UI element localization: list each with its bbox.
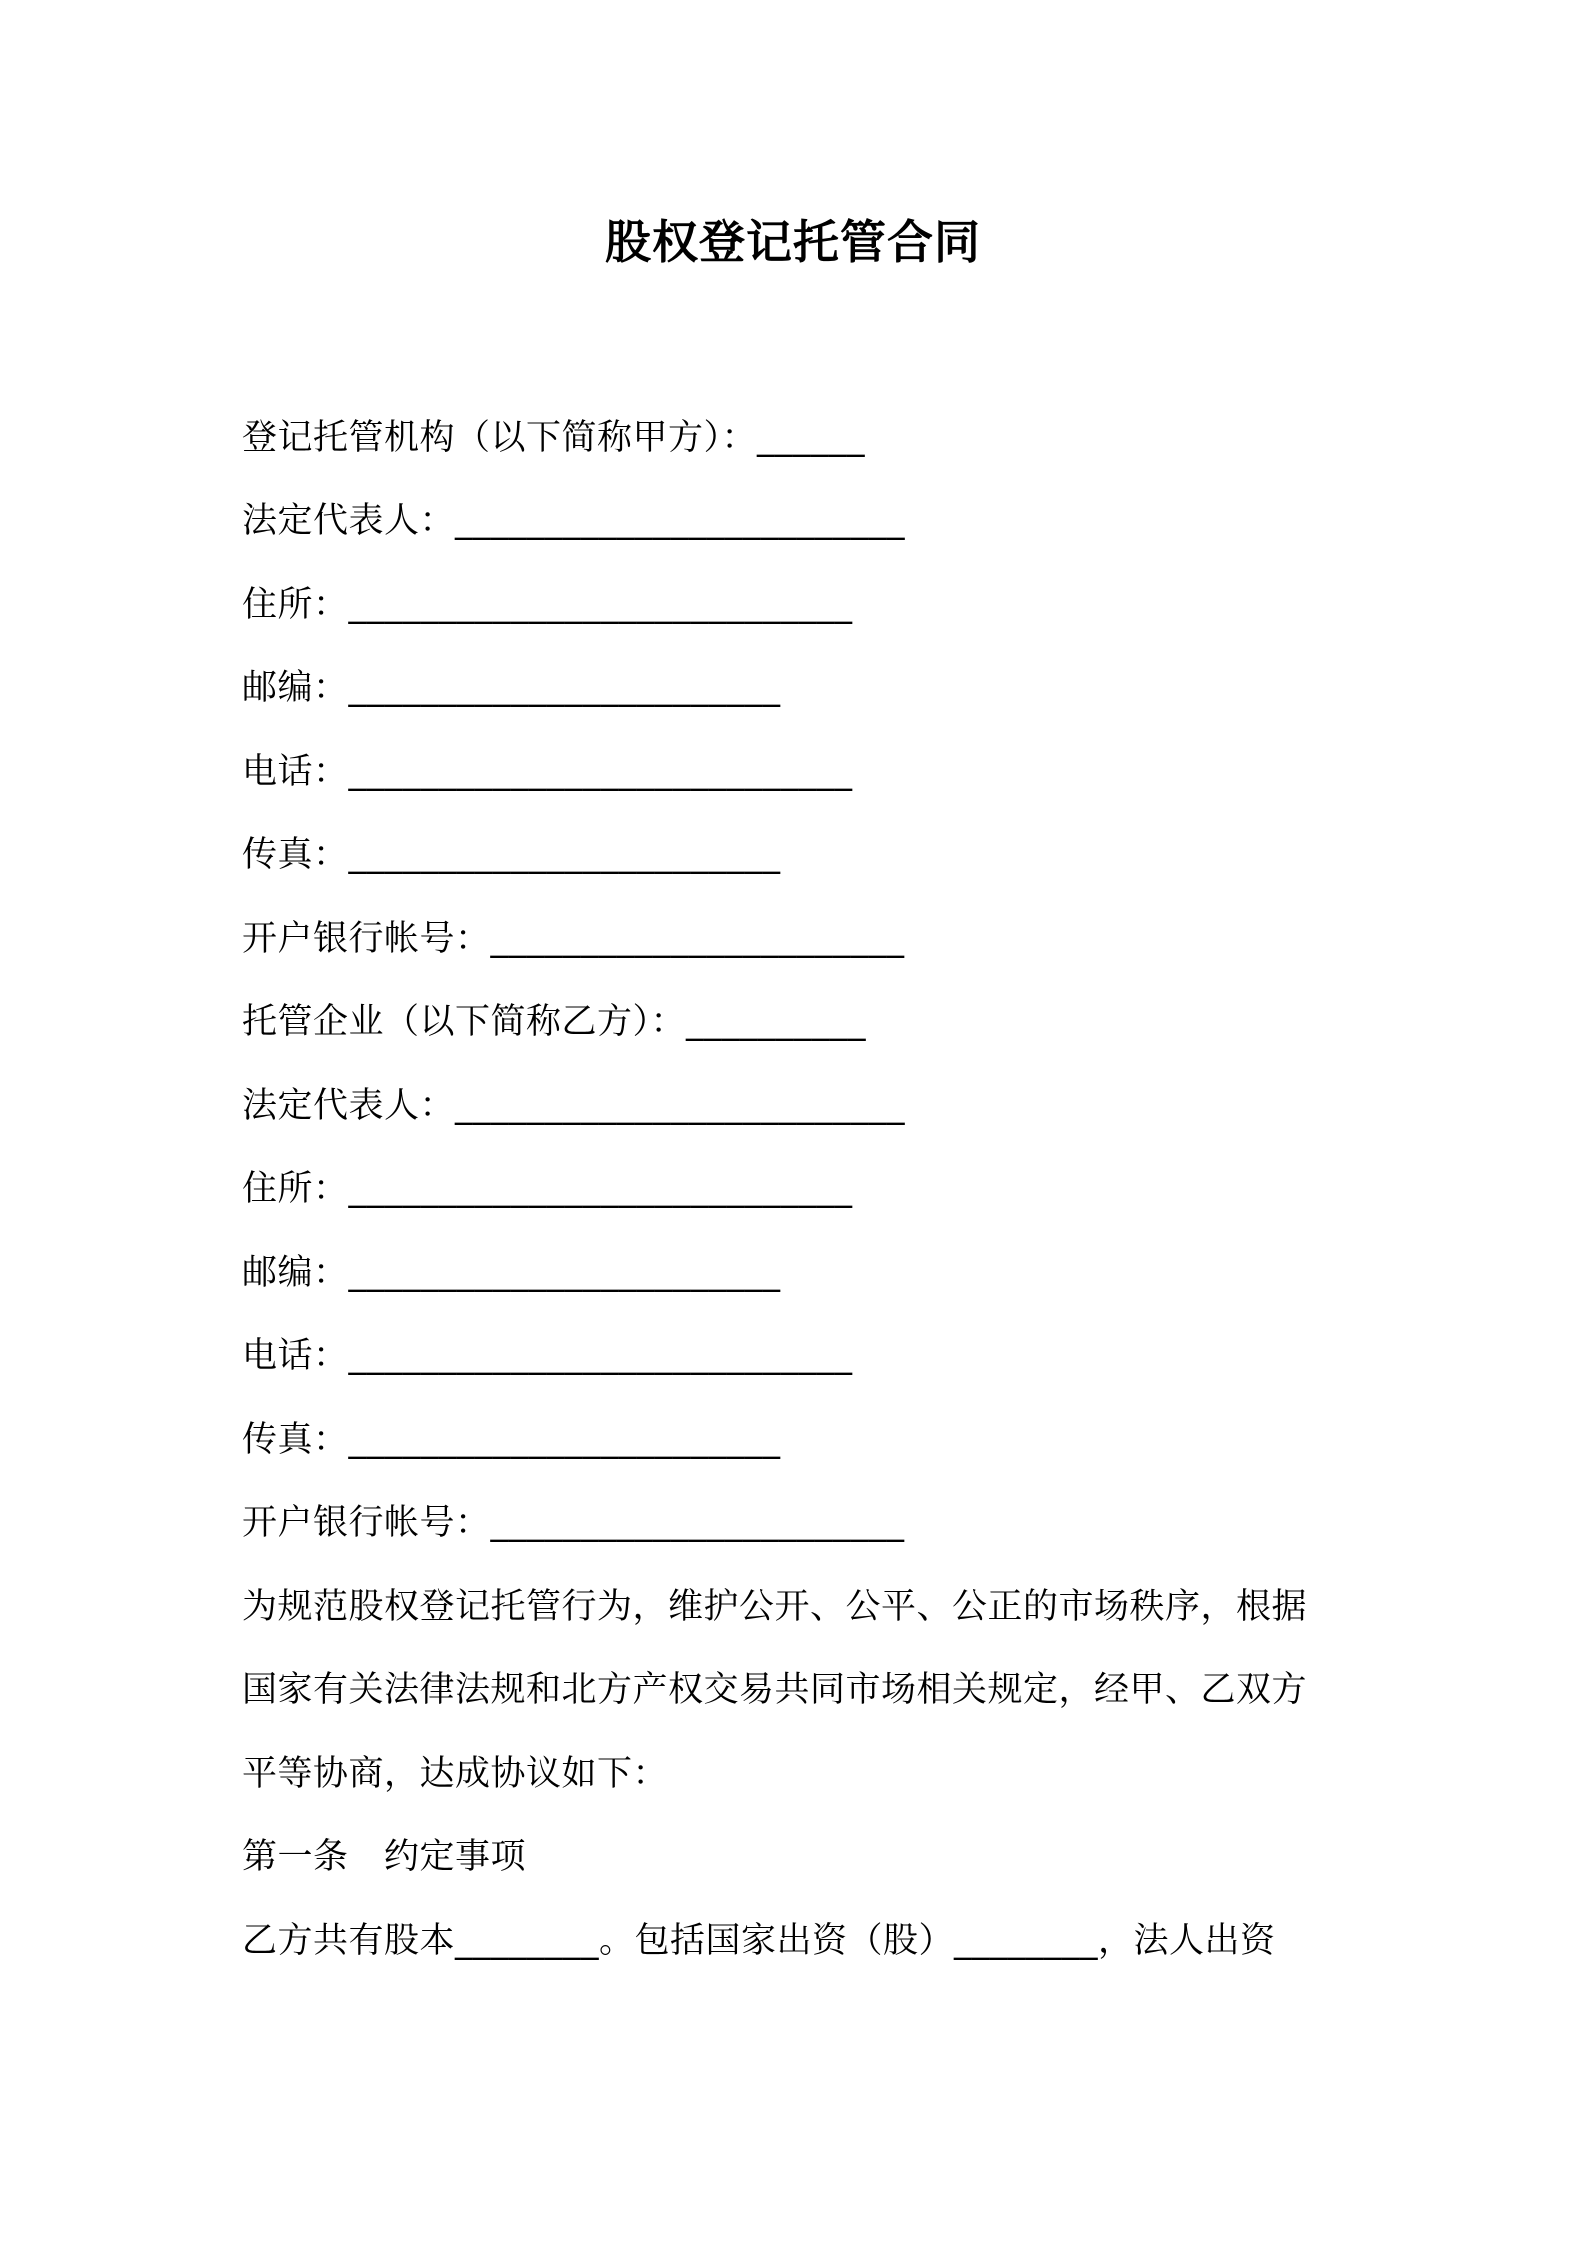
- party-a-name-line: 登记托管机构（以下简称甲方）：______: [242, 418, 866, 458]
- preamble-line-3: 平等协商，达成协议如下：: [242, 1754, 669, 1794]
- party-b-postcode-line: 邮编：________________________: [242, 1253, 781, 1293]
- party-b-address-line: 住所：____________________________: [242, 1169, 853, 1209]
- party-a-address-line: 住所：____________________________: [242, 585, 853, 625]
- preamble-line-1: 为规范股权登记托管行为，维护公开、公平、公正的市场秩序，根据: [242, 1587, 1308, 1627]
- party-a-phone-line: 电话：____________________________: [242, 752, 853, 792]
- party-b-legal-rep-line: 法定代表人：_________________________: [242, 1086, 906, 1126]
- party-a-fax-line: 传真：________________________: [242, 835, 781, 875]
- party-b-name-line: 托管企业（以下简称乙方）：__________: [242, 1002, 867, 1042]
- document-title: 股权登记托管合同: [605, 215, 981, 269]
- party-a-postcode-line: 邮编：________________________: [242, 668, 781, 708]
- article-one-heading: 第一条 约定事项: [242, 1837, 527, 1877]
- party-b-phone-line: 电话：____________________________: [242, 1336, 853, 1376]
- preamble-line-2: 国家有关法律法规和北方产权交易共同市场相关规定，经甲、乙双方: [242, 1670, 1308, 1710]
- party-a-legal-rep-line: 法定代表人：_________________________: [242, 501, 906, 541]
- article-one-text-line: 乙方共有股本________。包括国家出资（股）________，法人出资: [242, 1921, 1276, 1961]
- party-a-bank-account-line: 开户银行帐号：_______________________: [242, 919, 905, 959]
- party-b-bank-account-line: 开户银行帐号：_______________________: [242, 1503, 905, 1543]
- party-b-fax-line: 传真：________________________: [242, 1420, 781, 1460]
